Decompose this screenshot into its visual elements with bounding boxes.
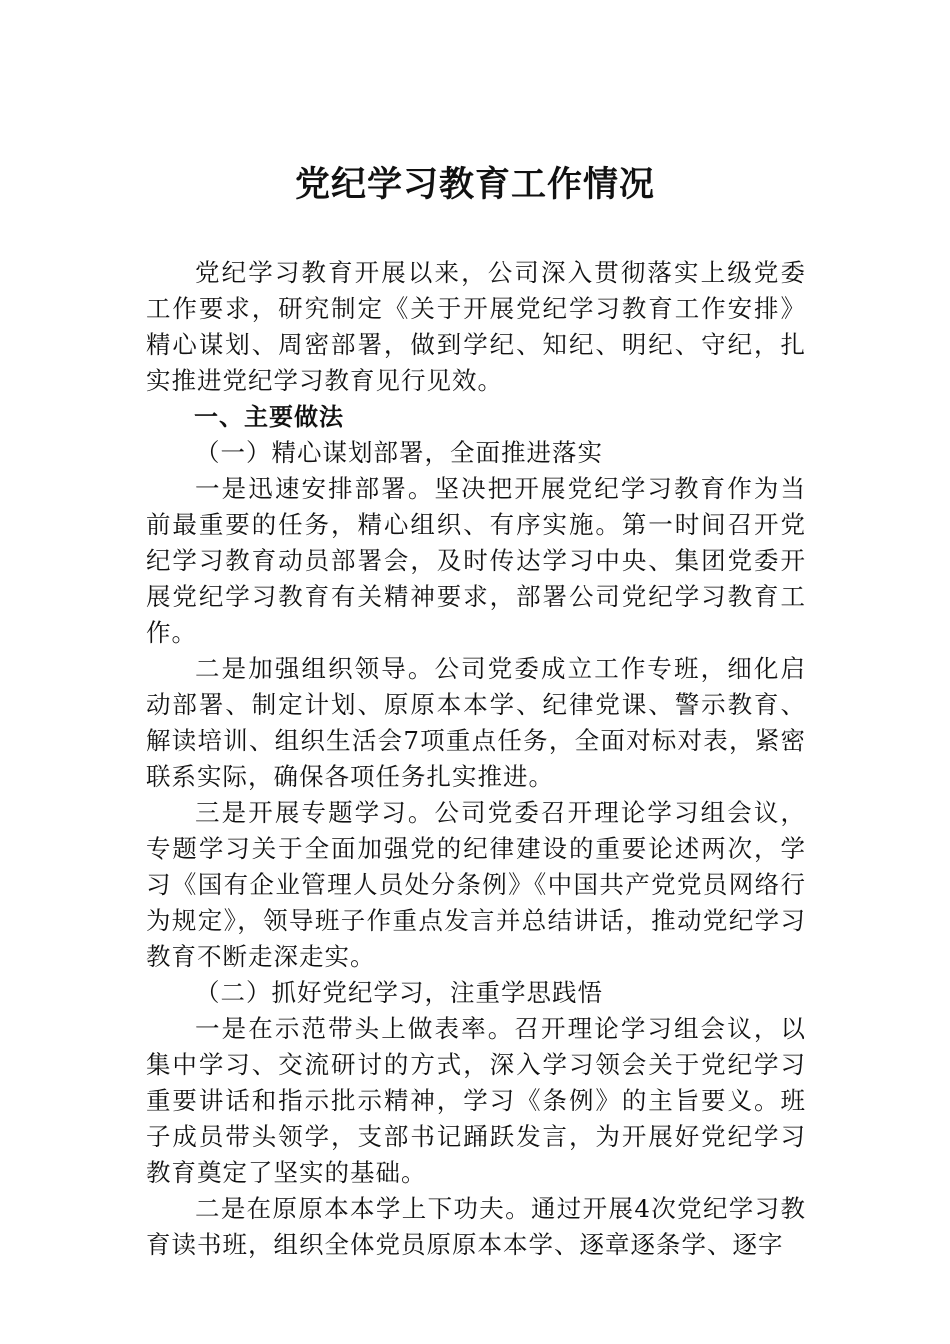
subsection-heading-discipline-study: （二）抓好党纪学习，注重学思践悟 (195, 978, 603, 1007)
paragraph-special-study: 三是开展专题学习。公司党委召开理论学习组会议，专题学习关于全面加强党的纪律建设的重要论述两次，学习《国有企业管理人员处分条例》《中国共产党党员网络行为规定》，领导班子作重点发言并总结讲话，推动党纪学习教育不断走深走实。 (146, 798, 806, 971)
paragraph-leading-by-example: 一是在示范带头上做表率。召开理论学习组会议，以集中学习、交流研讨的方式，深入学习领会关于党纪学习重要讲话和指示批示精神，学习《条例》的主旨要义。班子成员带头领学，支部书记踊跃发言，为开展好党纪学习教育奠定了坚实的基础。 (146, 1014, 806, 1187)
paragraph-thorough-reading: 二是在原原本本学上下功夫。通过开展4次党纪学习教育读书班，组织全体党员原原本本学、逐章逐条学、逐字 (146, 1194, 806, 1259)
intro-paragraph: 党纪学习教育开展以来，公司深入贯彻落实上级党委工作要求，研究制定《关于开展党纪学习教育工作安排》精心谋划、周密部署，做到学纪、知纪、明纪、守纪，扎实推进党纪学习教育见行见效。 (146, 258, 806, 395)
section-heading-main-practices: 一、主要做法 (194, 403, 344, 431)
document-title: 党纪学习教育工作情况 (294, 164, 655, 205)
paragraph-rapid-deployment: 一是迅速安排部署。坚决把开展党纪学习教育作为当前最重要的任务，精心组织、有序实施。第一时间召开党纪学习教育动员部署会，及时传达学习中央、集团党委开展党纪学习教育有关精神要求，部署公司党纪学习教育工作。 (146, 474, 806, 647)
paragraph-organizational-leadership: 二是加强组织领导。公司党委成立工作专班，细化启动部署、制定计划、原原本本学、纪律党课、警示教育、解读培训、组织生活会7项重点任务，全面对标对表，紧密联系实际，确保各项任务扎实推进。 (146, 654, 806, 791)
document-body (146, 255, 806, 1263)
subsection-heading-planning: （一）精心谋划部署，全面推进落实 (195, 438, 603, 467)
